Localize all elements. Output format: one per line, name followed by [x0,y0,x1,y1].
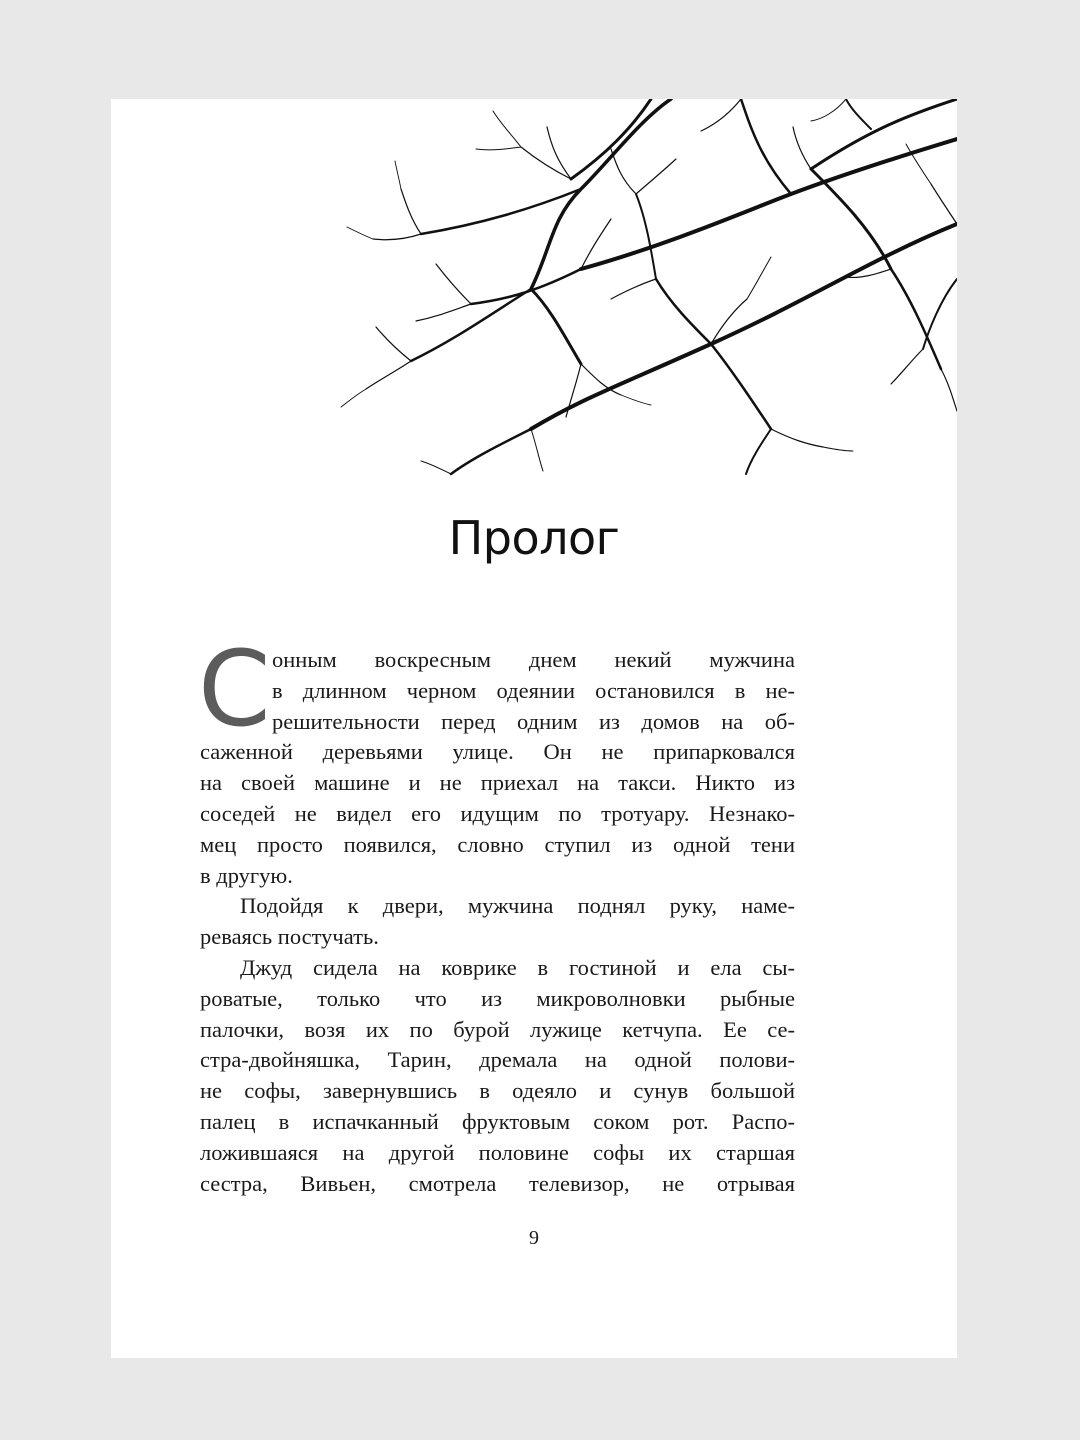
text-line: палочки, возя их по бурой лужице кетчупа. Ее се- [200,1016,795,1042]
text-line: стра-двойняшка, Тарин, дремала на одной полови- [200,1047,795,1073]
text-line: решительности перед одним из домов на об- [272,708,795,734]
body-text [198,628,795,1199]
text-line: Джуд сидела на коврике в гостиной и ела сы- [240,954,795,980]
page-number: 9 [529,1227,539,1249]
tree-branches-illustration [111,99,957,479]
text-line: реваясь постучать. [200,924,379,950]
paragraph-3 [200,953,795,1199]
text-line: в другую. [200,862,293,888]
text-line: сестра, Вивьен, смотрела телевизор, не отрывая [200,1170,795,1196]
chapter-title: Пролог [448,511,620,565]
text-line: роватые, только что из микроволновки рыбные [200,985,795,1011]
text-line: онным воскресным днем некий мужчина [272,647,795,672]
drop-cap-letter: С [198,628,271,750]
text-line: в длинном черном одеянии остановился в не- [272,677,795,703]
text-line: ложившаяся на другой половине софы их старшая [200,1139,795,1165]
text-line: не софы, завернувшись в одеяло и сунув большой [200,1078,795,1104]
paragraph-2 [200,891,795,953]
text-line: Подойдя к двери, мужчина поднял руку, наме- [240,893,795,919]
paragraph-1 [198,628,795,891]
text-line: на своей машине и не приехал на такси. Никто из [200,770,795,796]
text-line: саженной деревьями улице. Он не припарковался [200,739,795,765]
text-line: палец в испачканный фруктовым соком рот. Распо- [200,1108,795,1134]
text-line: мец просто появился, словно ступил из одной тени [200,831,795,857]
book-page [111,99,957,1358]
text-line: соседей не видел его идущим по тротуару. Незнако- [200,800,795,826]
